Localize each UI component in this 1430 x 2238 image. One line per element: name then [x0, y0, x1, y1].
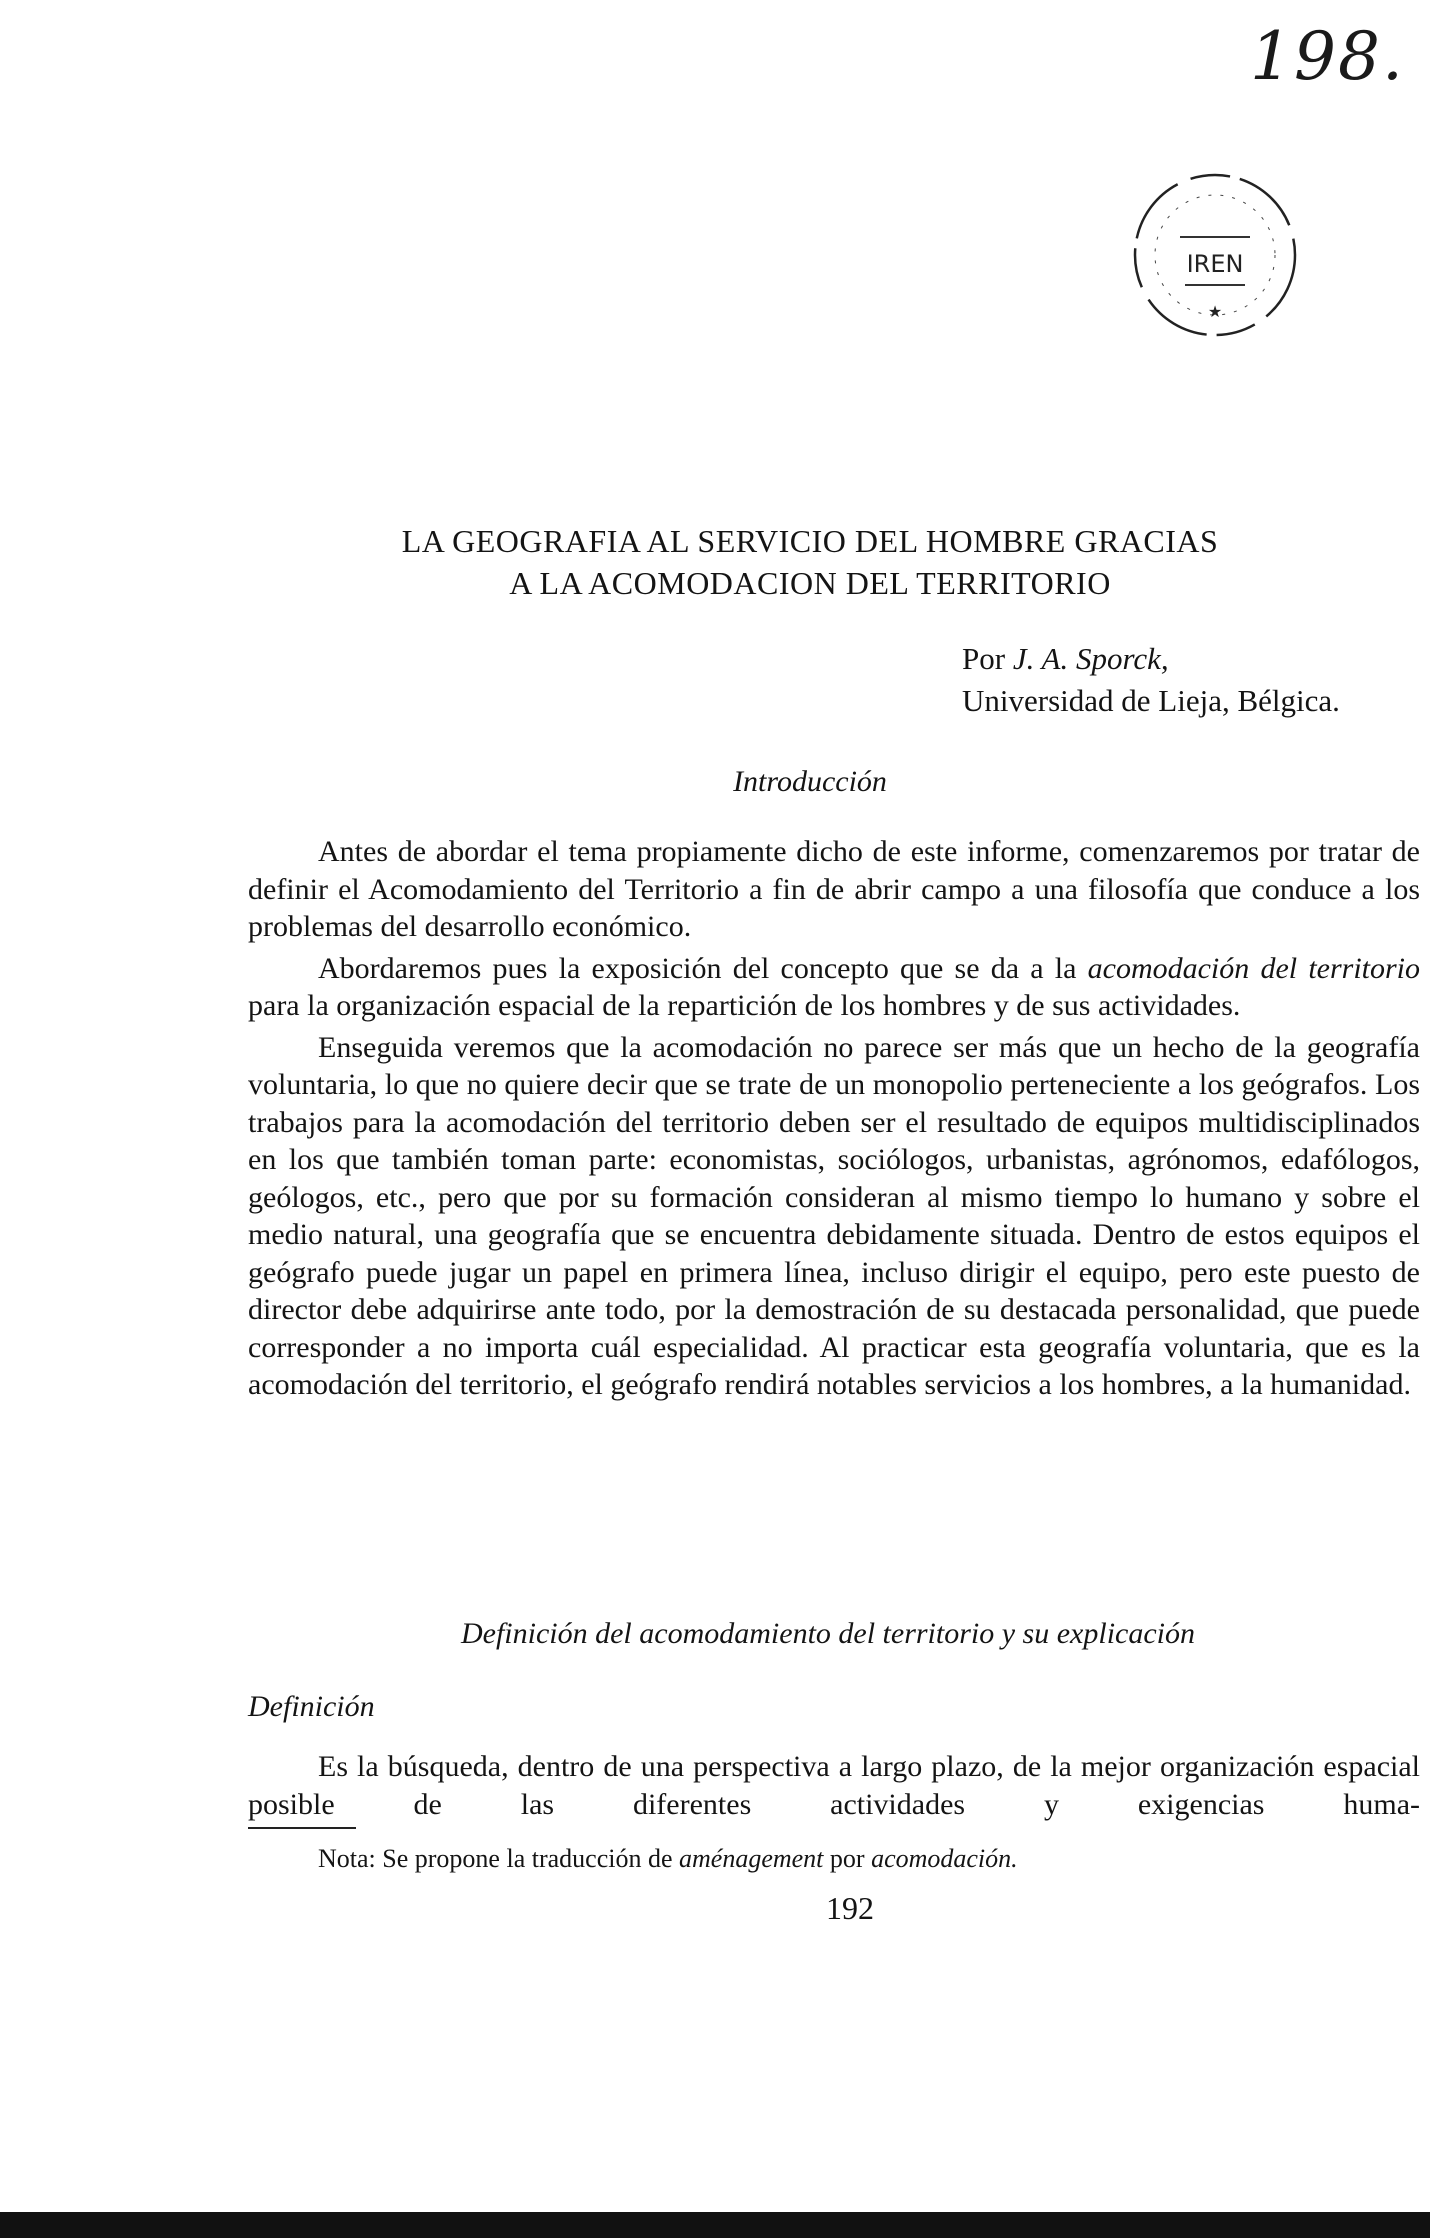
page-number: 192 [826, 1890, 874, 1926]
intro-text [248, 833, 1420, 1404]
footnote-rule [248, 1827, 356, 1829]
author-prefix: Por [962, 641, 1006, 676]
definition-paragraph-1: Es la búsqueda, dentro de una perspectiva a largo plazo, de la mejor organización espacial posible de las diferentes actividades y exigencias huma- [248, 1750, 1420, 1821]
title-line-2: A LA ACOMODACION DEL TERRITORIO [509, 565, 1111, 601]
handwritten-page-number: 198. [1250, 18, 1405, 95]
intro-heading: Introducción [733, 765, 887, 798]
subheading-definicion: Definición [248, 1690, 375, 1723]
author-name: J. A. Sporck, [1012, 641, 1169, 676]
footnote: Nota: Se propone la traducción de aménagement por acomodación. [318, 1844, 1018, 1873]
stamp-text: IREN [1186, 250, 1244, 278]
library-stamp [1105, 145, 1325, 365]
author-block [962, 638, 1340, 722]
intro-paragraph-3: Enseguida veremos que la acomodación no parece ser más que un hecho de la geografía voluntaria, lo que no quiere decir que se trate de un monopolio perteneciente a los geógrafos. Los trabajos para la acomodación del territorio deben ser el resultado de equipos multidisciplinados en los que también toman parte: economistas, sociólogos, urbanistas, agrónomos, edafólogos, geólogos, etc., pero que por su formación consideran al mismo tiempo lo humano y sobre el medio natural, una geografía que se encuentra debidamente situada. Dentro de estos equipos el geógrafo puede jugar un papel en primera línea, incluso dirigir el equipo, pero este puesto de director debe adquirirse ante todo, por la demostración de su destacada personalidad, que puede corresponder a no importa cuál especialidad. Al practicar esta geografía voluntaria, que es la acomodación del territorio, el geógrafo rendirá notables servicios a los hombres, a la humanidad. [248, 1030, 1420, 1401]
scan-edge-bar [0, 2212, 1430, 2238]
author-affiliation: Universidad de Lieja, Bélgica. [962, 683, 1340, 718]
section-heading-definition: Definición del acomodamiento del territorio y su explicación [460, 1617, 1195, 1650]
intro-paragraph-2: Abordaremos pues la exposición del concepto que se da a la acomodación del territorio para la organización espacial de la repartición de los hombres y de sus actividades. [248, 951, 1421, 1022]
svg-text:★: ★ [1207, 302, 1223, 321]
article-title [240, 520, 1380, 604]
definition-text [248, 1748, 1420, 1823]
title-line-1: LA GEOGRAFIA AL SERVICIO DEL HOMBRE GRACIAS [401, 523, 1219, 559]
intro-paragraph-1: Antes de abordar el tema propiamente dicho de este informe, comenzaremos por tratar de definir el Acomodamiento del Territorio a fin de abrir campo a una filosofía que conduce a los problemas del desarrollo económico. [248, 835, 1420, 943]
